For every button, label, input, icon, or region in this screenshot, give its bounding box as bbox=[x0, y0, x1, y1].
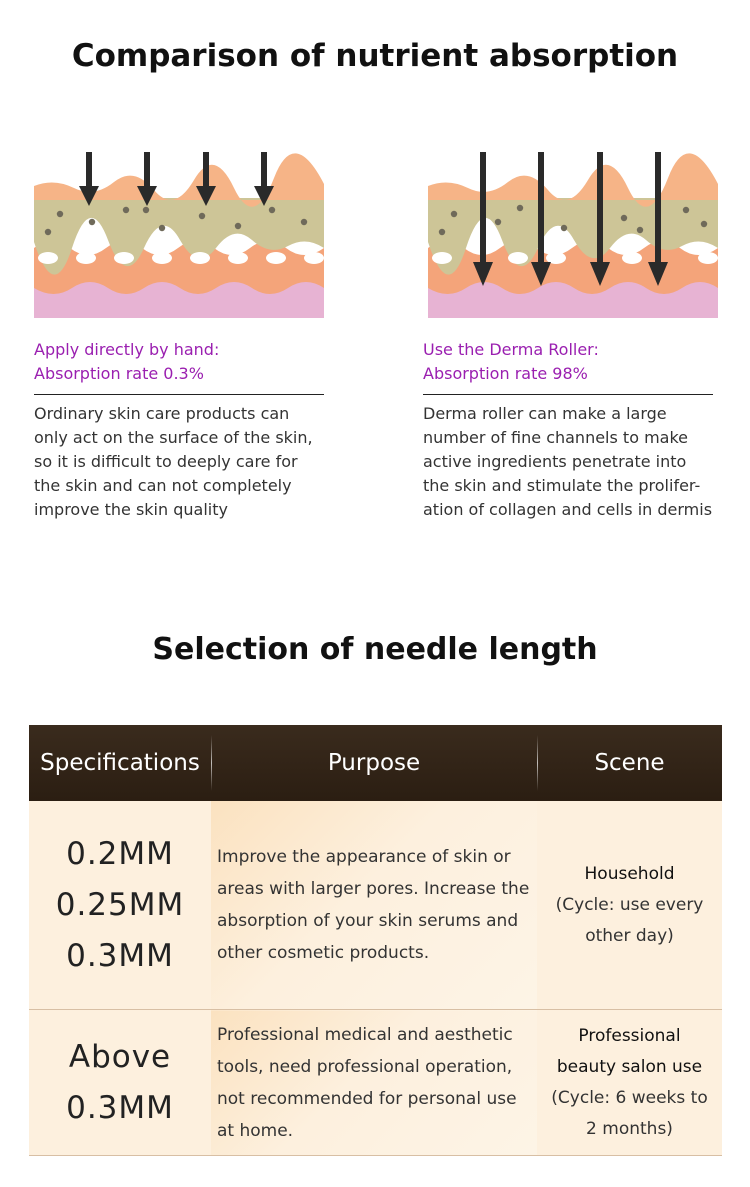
header-scene: Scene bbox=[537, 725, 722, 801]
comparison-roller bbox=[423, 338, 713, 522]
section-title-absorption: Comparison of nutrient absorption bbox=[71, 38, 679, 74]
purpose-cell: Professional medical and aesthetic tools, need professional operation, not recommended for personal use at home. bbox=[211, 1010, 537, 1156]
scene-cell: Professional beauty salon use (Cycle: 6 weeks to 2 months) bbox=[537, 1010, 722, 1156]
purpose-cell: Improve the appearance of skin or areas with larger pores. Increase the absorption of your skin serums and other cosmetic products. bbox=[211, 801, 537, 1010]
hand-description: Ordinary skin care products can only act on the surface of the skin, so it is difficult to deeply care for the skin and can not completely improve the skin quality bbox=[34, 404, 313, 519]
header-purpose: Purpose bbox=[211, 725, 537, 801]
divider bbox=[34, 394, 324, 395]
section-title-needle: Selection of needle length bbox=[152, 632, 598, 667]
comparison-hand bbox=[34, 338, 324, 522]
needle-length-table bbox=[29, 725, 722, 1156]
roller-description: Derma roller can make a large number of fine channels to make active ingredients penetrate into the skin and stimulate the prolifer-ation of collagen and cells in dermis bbox=[423, 404, 713, 519]
divider bbox=[423, 394, 713, 395]
table-row bbox=[29, 801, 722, 1010]
skin-diagram-hand bbox=[34, 148, 324, 318]
table-row bbox=[29, 1010, 722, 1156]
header-specifications: Specifications bbox=[29, 725, 211, 801]
table-header-row bbox=[29, 725, 722, 801]
hand-heading: Apply directly by hand: Absorption rate 0.3% bbox=[34, 340, 220, 383]
spec-cell: Above 0.3MM bbox=[29, 1010, 211, 1156]
scene-cell: Household (Cycle: use every other day) bbox=[537, 801, 722, 1010]
roller-heading: Use the Derma Roller: Absorption rate 98% bbox=[423, 340, 599, 383]
skin-diagram-roller bbox=[428, 148, 718, 318]
spec-cell: 0.2MM 0.25MM 0.3MM bbox=[29, 801, 211, 1010]
